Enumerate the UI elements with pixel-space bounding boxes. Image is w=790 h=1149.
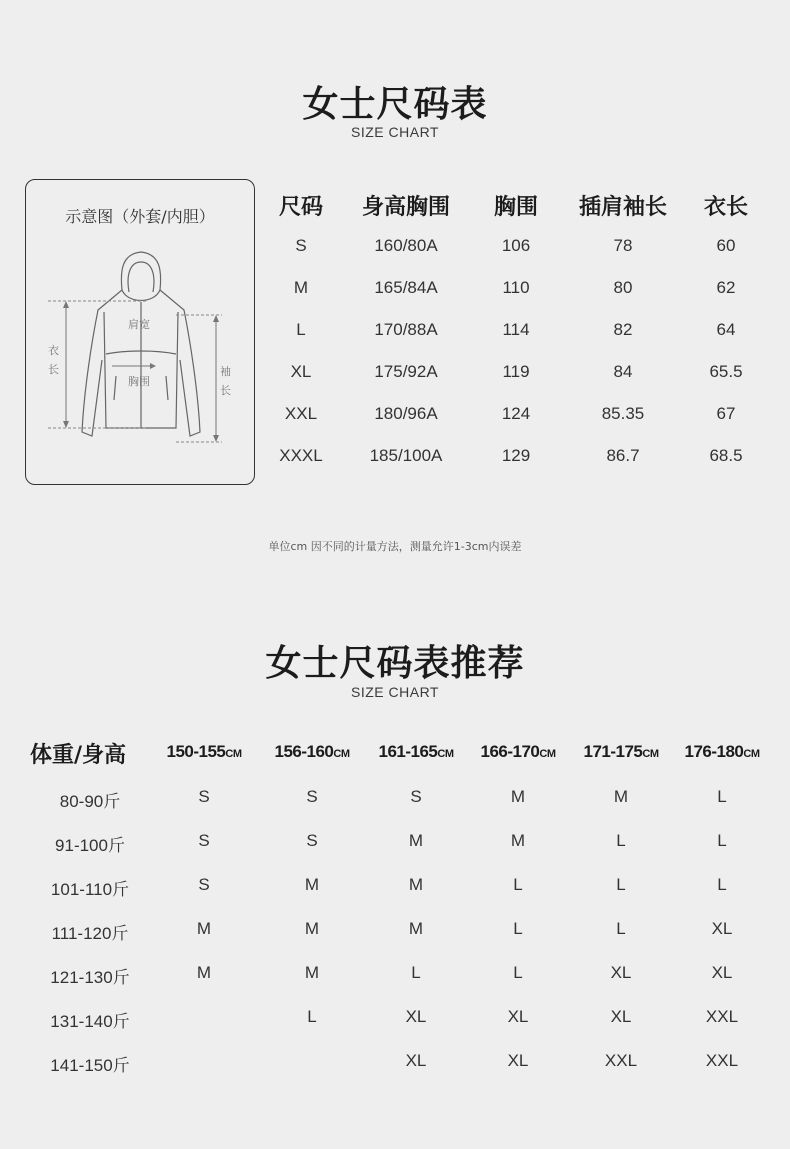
recommended-size-cell: L [616,875,626,894]
recommended-size-cell: S [198,787,210,806]
recommended-size-cell: L [513,875,523,894]
size-table-cell: 106 [501,236,531,255]
recommended-size-cell: M [304,875,320,894]
size-table-cell: XL [290,362,312,381]
recommended-size-cell: M [304,919,320,938]
recommended-size-cell: XXL [705,1007,739,1026]
weight-range-label: 111-120斤 [51,924,129,943]
size-table-cell: 129 [501,446,531,465]
recommended-size-cell: M [408,919,424,938]
size-table-header: 身高胸围 [361,195,450,220]
weight-range-label: 80-90斤 [59,792,121,811]
recommended-size-cell: M [408,875,424,894]
size-table-cell: 160/80A [374,236,438,255]
shoulder-label: 肩宽 [128,318,150,331]
height-range-unit: CM [225,748,242,760]
size-table-cell: 124 [501,404,531,423]
height-range-value: 166-170 [480,742,540,761]
recommended-size-cell: L [411,963,421,982]
recommended-size-cell: XL [507,1051,529,1070]
height-range-value: 156-160 [274,742,334,761]
recommended-size-cell: M [510,787,526,806]
chest-label: 胸围 [128,375,150,388]
size-table-cell: 170/88A [374,320,438,339]
recommended-size-cell: M [408,831,424,850]
size-table-cell: 80 [613,278,633,297]
height-range-unit: CM [437,748,454,760]
recommended-size-cell: XL [610,1007,632,1026]
recommended-size-cell: L [616,831,626,850]
recommended-size-cell: XL [405,1007,427,1026]
size-table-cell: 180/96A [374,404,438,423]
recommended-size-cell: L [616,919,626,938]
recommended-size-cell: L [717,831,727,850]
height-range-header [669,742,775,762]
sleeve-label-2: 长 [220,384,231,397]
size-table-cell: 62 [716,278,736,297]
height-range-unit: CM [743,748,760,760]
size-table-cell: L [296,320,306,339]
size-table-cell: 175/92A [374,362,438,381]
size-table-header: 衣长 [703,195,748,220]
weight-range-label: 91-100斤 [55,836,125,855]
recommendation-title: 女士尺码表推荐 [265,643,525,684]
recommended-size-cell: XL [711,963,733,982]
jacket-diagram [25,179,255,485]
size-chart-title: 女士尺码表 [302,84,488,125]
weight-range-label: 131-140斤 [50,1012,130,1031]
height-range-header [259,742,365,762]
size-table-cell: XXXL [279,446,323,465]
size-table-cell: M [293,278,309,297]
recommended-size-cell: S [306,787,318,806]
height-range-header [363,742,469,762]
jacket-outline-icon [26,180,256,486]
recommended-size-cell: S [198,831,210,850]
recommended-size-cell: S [198,875,210,894]
recommended-size-cell: XXL [705,1051,739,1070]
size-table-cell: 165/84A [374,278,438,297]
size-table-cell: 84 [613,362,633,381]
recommended-size-cell: XL [711,919,733,938]
recommended-size-cell: M [613,787,629,806]
sleeve-label-1: 袖 [220,365,231,378]
size-table-header: 插肩袖长 [578,195,667,220]
measurement-note: 单位cm 因不同的计量方法，测量允许1-3cm内误差 [268,540,522,553]
height-range-unit: CM [642,748,659,760]
size-table-cell: 64 [716,320,736,339]
height-range-header [465,742,571,762]
recommendation-subtitle: SIZE CHART [351,684,439,700]
recommended-size-cell: XL [610,963,632,982]
size-table-cell: 65.5 [709,362,743,381]
size-table-cell: S [295,236,307,255]
size-table-cell: 119 [502,362,530,381]
recommended-size-cell: M [510,831,526,850]
height-range-value: 176-180 [684,742,744,761]
length-label-1: 衣 [48,344,59,357]
size-table-cell: 114 [502,320,530,339]
height-range-unit: CM [539,748,556,760]
height-range-value: 150-155 [166,742,226,761]
recommended-size-cell: M [196,919,212,938]
size-table-cell: 85.35 [601,404,645,423]
weight-range-label: 121-130斤 [50,968,130,987]
weight-height-header: 体重/身高 [30,743,127,768]
recommended-size-cell: XXL [604,1051,638,1070]
weight-range-label: 101-110斤 [50,880,130,899]
recommended-size-cell: S [306,831,318,850]
size-table-cell: 67 [716,404,736,423]
recommended-size-cell: L [513,963,523,982]
recommended-size-cell: M [196,963,212,982]
recommended-size-cell: XL [507,1007,529,1026]
size-table-cell: 78 [613,236,633,255]
size-table-cell: 82 [613,320,633,339]
height-range-value: 171-175 [583,742,643,761]
recommended-size-cell: L [717,787,727,806]
height-range-value: 161-165 [378,742,438,761]
size-table-cell: 60 [716,236,736,255]
size-table-header: 胸围 [493,195,538,220]
height-range-unit: CM [333,748,350,760]
recommended-size-cell: XL [405,1051,427,1070]
recommended-size-cell: L [513,919,523,938]
height-range-header [568,742,674,762]
length-label-2: 长 [48,363,59,376]
recommended-size-cell: L [307,1007,317,1026]
size-table-cell: 86.7 [606,446,640,465]
weight-range-label: 141-150斤 [50,1056,130,1075]
size-chart-subtitle: SIZE CHART [351,124,439,140]
size-table-cell: 185/100A [369,446,443,465]
recommended-size-cell: S [410,787,422,806]
size-table-cell: 110 [502,278,530,297]
size-table-cell: XXL [284,404,318,423]
height-range-header [151,742,257,762]
recommended-size-cell: L [717,875,727,894]
size-table-cell: 68.5 [709,446,743,465]
recommended-size-cell: M [304,963,320,982]
diagram-caption: 示意图（外套/内胆） [65,207,215,226]
size-table-header: 尺码 [278,195,323,220]
